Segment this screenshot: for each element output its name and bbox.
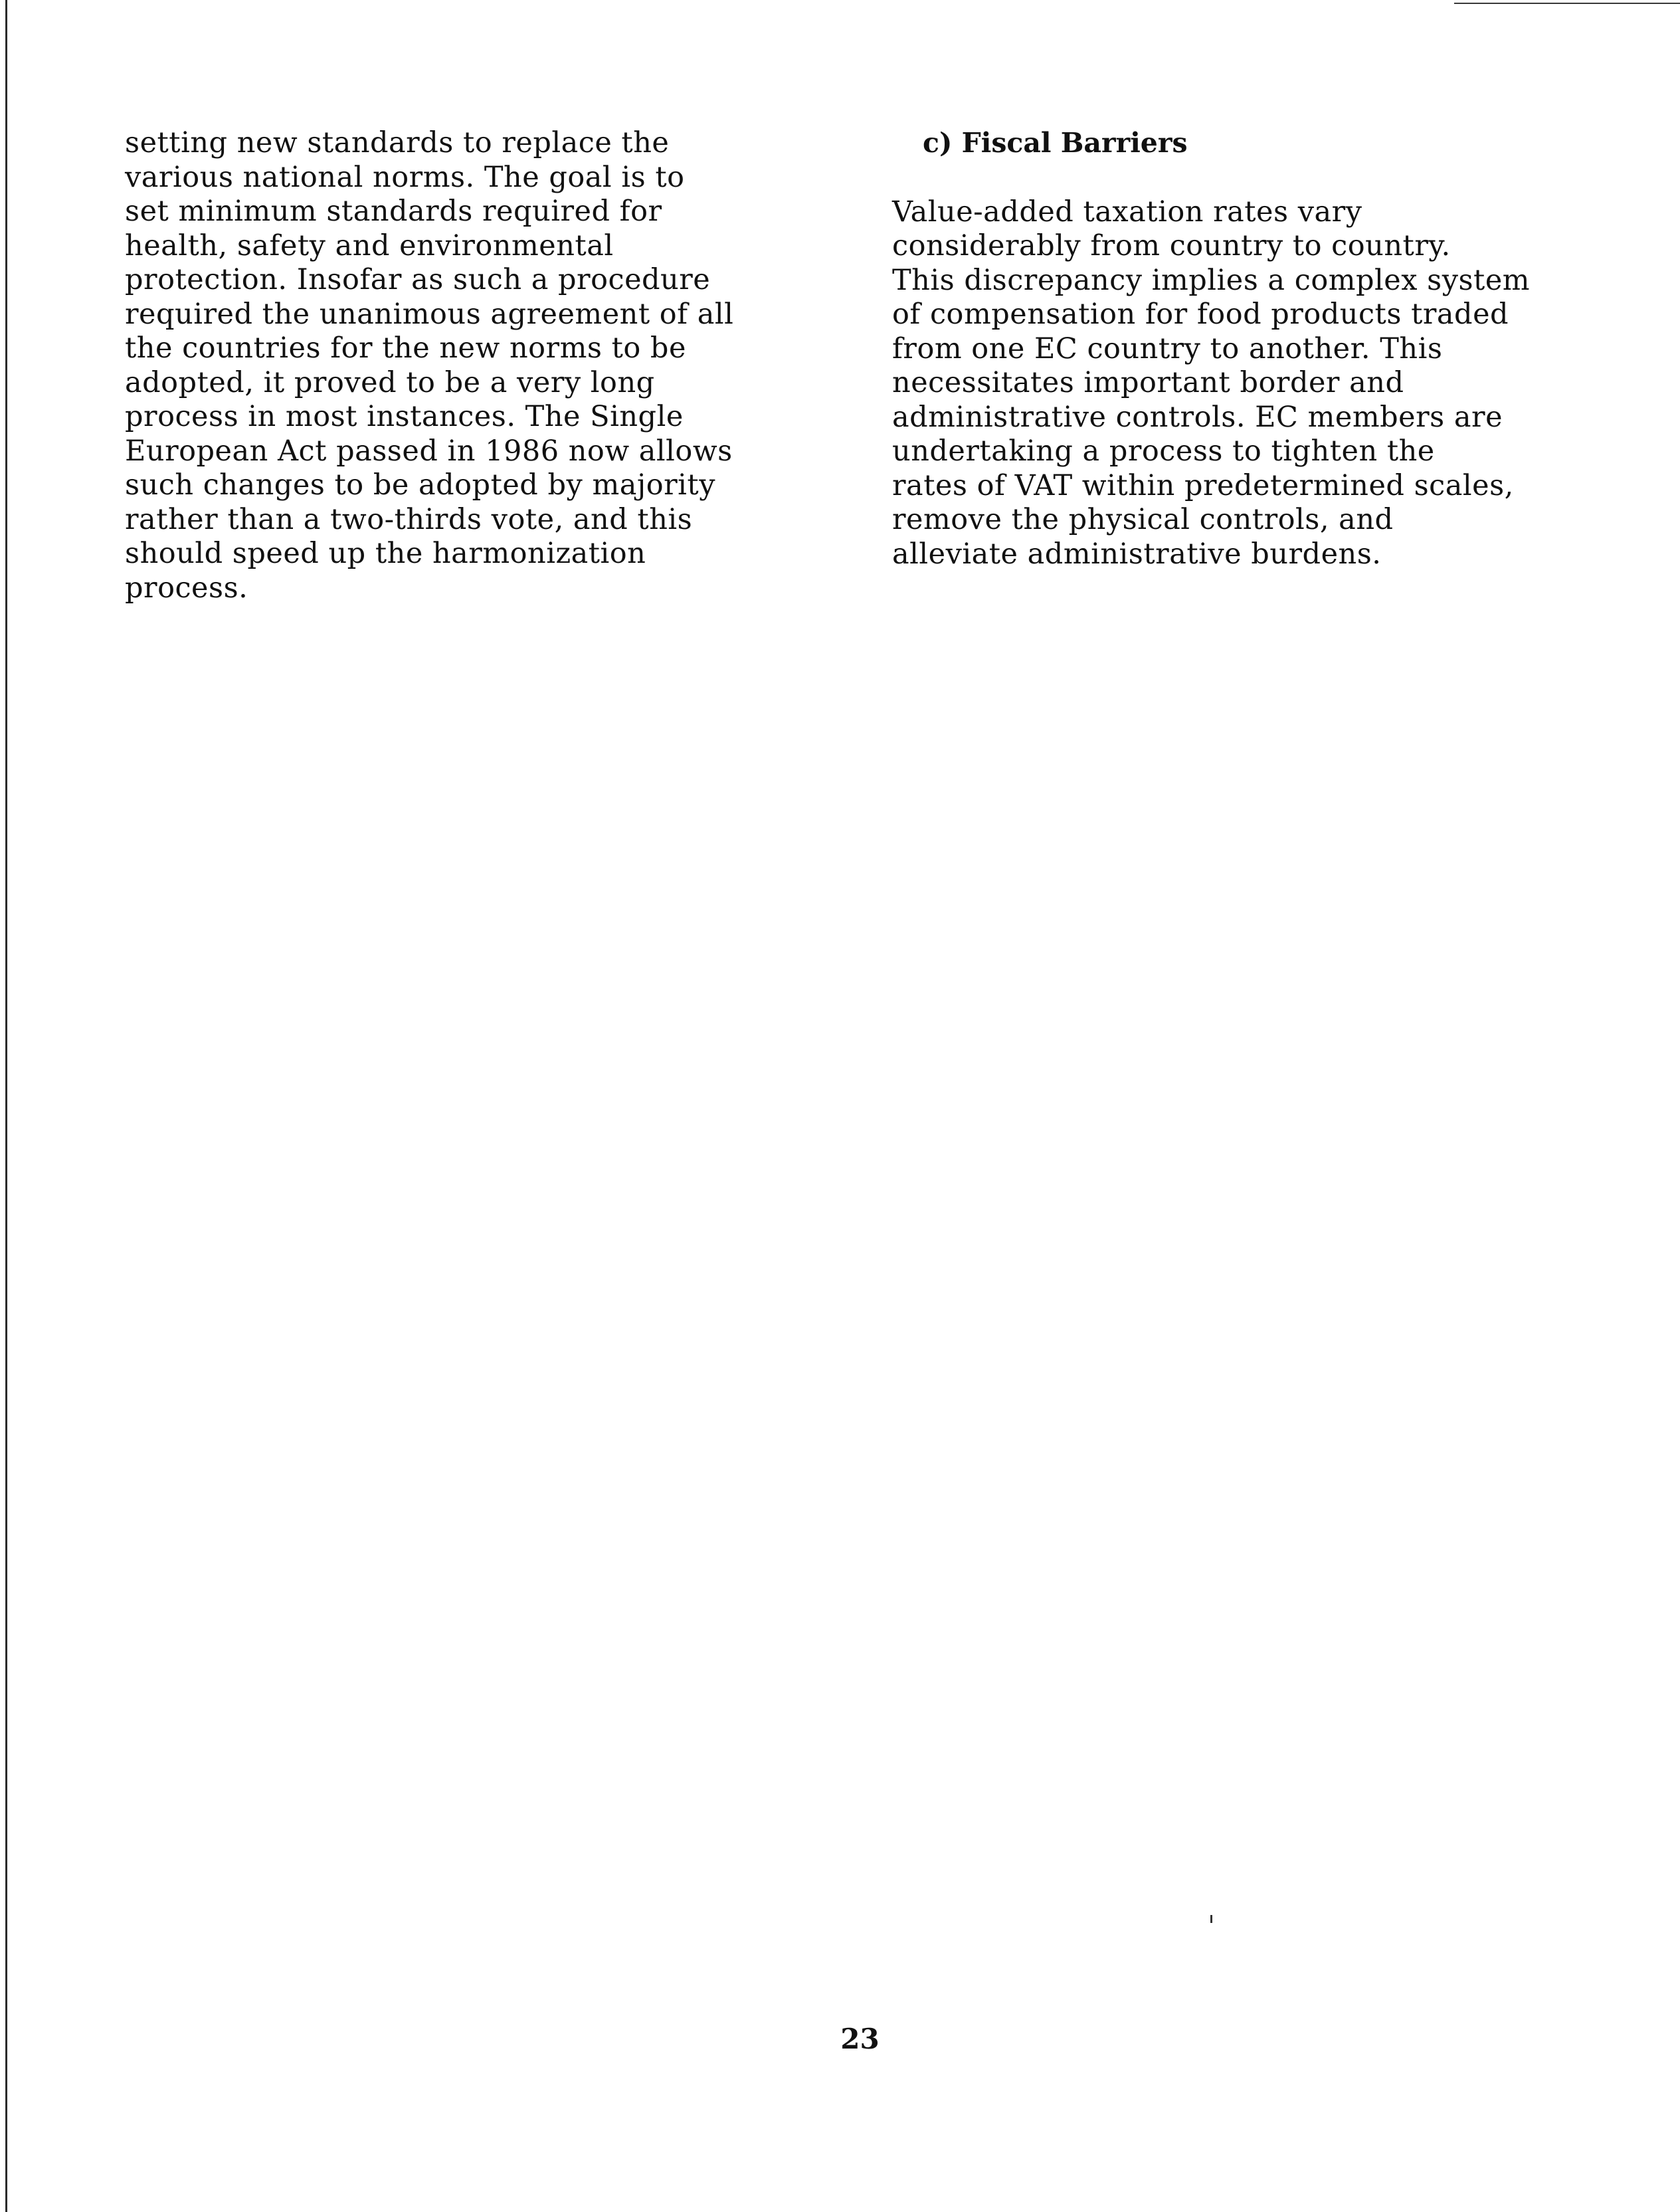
- left-line: such changes to be adopted by majority: [125, 468, 715, 502]
- right-line: necessitates important border and: [892, 366, 1404, 399]
- right-line: remove the physical controls, and: [892, 503, 1394, 536]
- right-line: of compensation for food products traded: [892, 298, 1509, 331]
- scan-edge-top: [1454, 3, 1680, 4]
- left-line: European Act passed in 1986 now allows: [125, 434, 733, 468]
- left-line: protection. Insofar as such a procedure: [125, 263, 711, 296]
- right-line: Value-added taxation rates vary: [892, 195, 1362, 229]
- left-line: set minimum standards required for: [125, 195, 662, 228]
- right-line: This discrepancy implies a complex system: [892, 263, 1531, 297]
- right-line: from one EC country to another. This: [892, 332, 1443, 365]
- left-line: the countries for the new norms to be: [125, 332, 686, 365]
- section-heading: c) Fiscal Barriers: [923, 127, 1188, 159]
- left-line: various national norms. The goal is to: [125, 160, 685, 194]
- scan-speck: [1210, 1915, 1212, 1923]
- page-number: 23: [840, 2023, 880, 2055]
- left-line: should speed up the harmonization: [125, 537, 646, 570]
- left-line: process in most instances. The Single: [125, 400, 684, 433]
- left-line: process.: [125, 571, 248, 605]
- right-line: undertaking a process to tighten the: [892, 435, 1435, 468]
- left-line: required the unanimous agreement of all: [125, 297, 734, 331]
- left-line: setting new standards to replace the: [125, 126, 670, 159]
- heading-spacer: [892, 161, 1583, 195]
- right-line: considerably from country to country.: [892, 229, 1451, 262]
- right-line: rates of VAT within predetermined scales,: [892, 468, 1514, 502]
- scan-edge-left: [5, 0, 7, 2212]
- left-line: adopted, it proved to be a very long: [125, 365, 655, 399]
- right-line: alleviate administrative burdens.: [892, 537, 1382, 571]
- left-column: [125, 126, 789, 605]
- left-line: health, safety and environmental: [125, 229, 614, 262]
- right-column: [892, 126, 1583, 571]
- right-line: administrative controls. EC members are: [892, 400, 1503, 434]
- left-line: rather than a two-thirds vote, and this: [125, 502, 693, 536]
